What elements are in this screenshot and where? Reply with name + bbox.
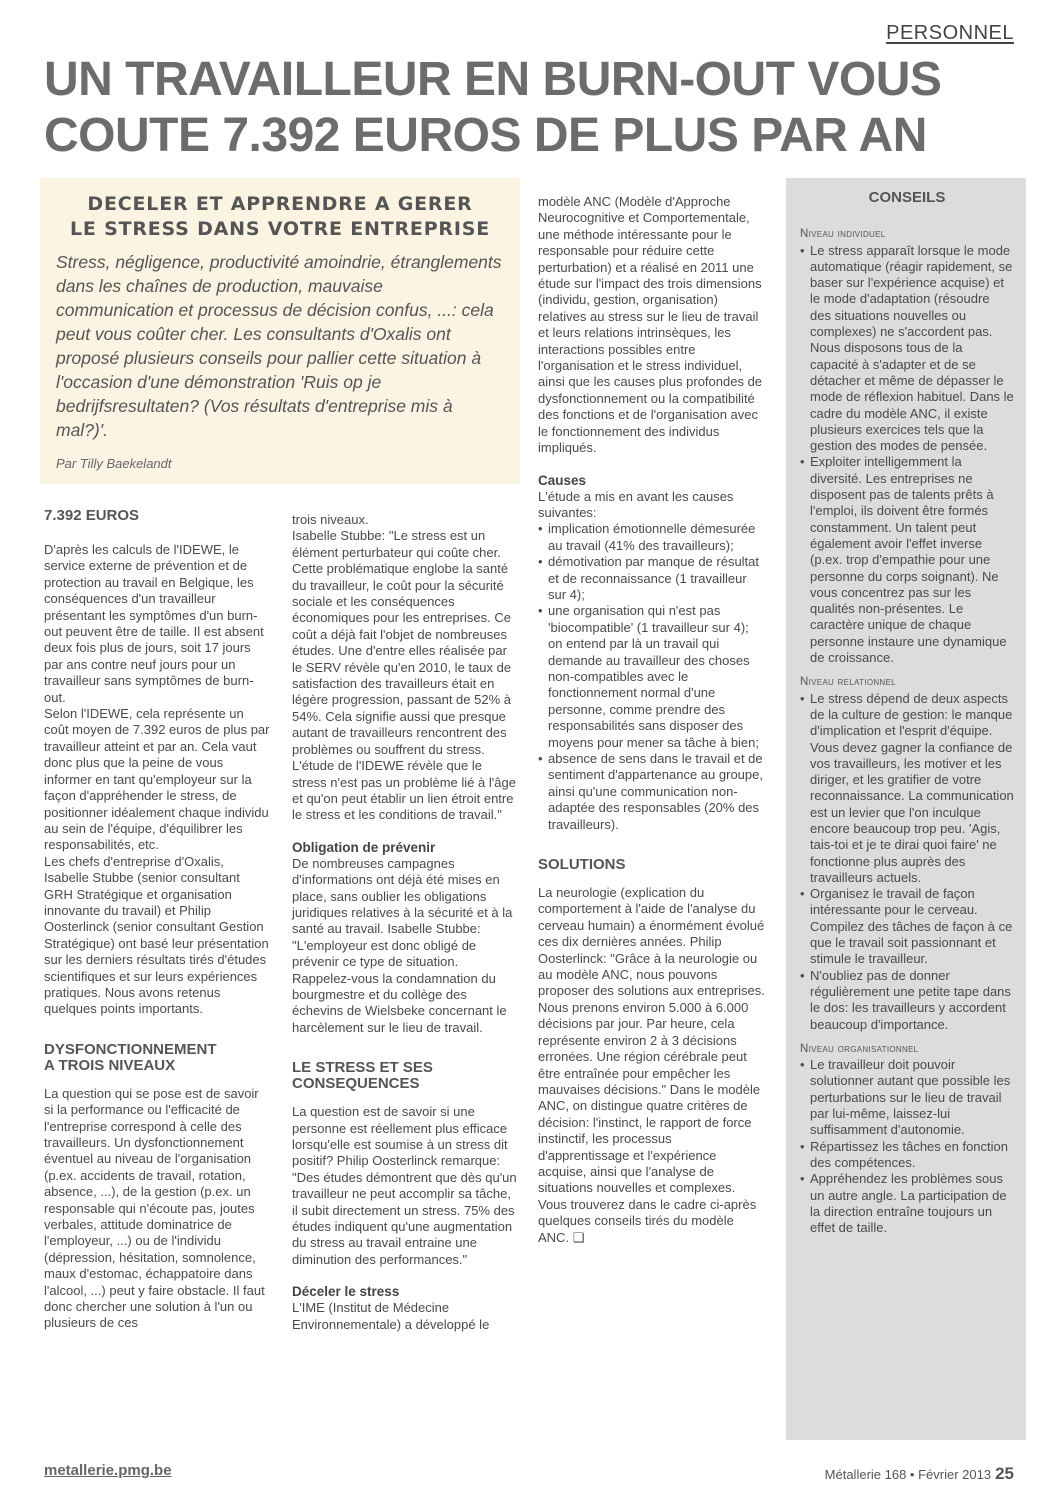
intro-heading — [56, 192, 504, 242]
conseil-item: • Le travailleur doit pouvoir solutionner autant que possible les perturbations sur le lieu de travail par lui-même, laissez-lui suffisamment d'autonomie. — [800, 1057, 1014, 1138]
conseil-item: • Organisez le travail de façon intéressante pour le cerveau. Compilez des tâches de façon à ce que le travail soit passionnant et stimule le travailleur. — [800, 886, 1014, 967]
level-relationnel-heading: Niveau relationnel — [800, 676, 896, 689]
col2-heading-line1: LE STRESS ET SES — [292, 1059, 433, 1077]
level-organisationnel-heading: Niveau organisationnel — [800, 1042, 919, 1055]
col2-paragraph-1: trois niveaux. — [292, 512, 369, 527]
page-number: 25 — [995, 1464, 1014, 1483]
end-mark-icon: ❑ — [572, 1229, 585, 1245]
col1-paragraph-1: D'après les calculs de l'IDEWE, le service externe de prévention et de protection au travail en Belgique, les conséquences d'un travailleur présentant les symptômes d'un burn-out peuvent être de taille. Il est absent deux fois plus de jours, soit 17 jours par ans contre neuf jours pour un travailleur sans symptômes de burn-out. — [44, 542, 264, 705]
cause-item: • implication émotionnelle démesurée au travail (41% des travailleurs); — [538, 521, 766, 554]
col2-paragraph-4: La question est de savoir si une personne est réellement plus efficace lorsqu'elle est soumise à un stress dit positif? Philip Oosterlinck remarque: "Des études démontrent que dès qu'un travailleur ne peut accomplir sa tâche, il subit directement un stress. 75% des études indiquent qu'une augmentation du stress au travail entraine une diminution des performances." — [292, 1104, 517, 1267]
intro-heading-line2: LE STRESS DANS VOTRE ENTREPRISE — [69, 218, 490, 240]
col3-heading-causes: Causes — [538, 472, 587, 488]
causes-list — [538, 521, 766, 833]
col1-heading-line2: A TROIS NIVEAUX — [44, 1056, 176, 1074]
level-relationnel-list — [800, 691, 1014, 1033]
conseil-item: • N'oubliez pas de donner régulièrement une petite tape dans le dos: les travailleurs y accordent beaucoup d'importance. — [800, 968, 1014, 1033]
col1-paragraph-4: La question qui se pose est de savoir si la performance ou l'efficacité de l'entreprise correspond à celle des travailleurs. Un dysfonctionnement éventuel au niveau de l'organisation (p.ex. accidents de travail, rotation, absence, ...), de la gestion (p.ex. un responsable qui n'écoute pas, joutes verbales, attitude dominatrice de l'employeur, ...) ou de l'individu (dépression, hésitation, somnolence, maux d'estomac, échappatoire dans l'alcool, ...) peut y faire obstacle. Il faut donc chercher une solution à l'un ou plusieurs de ces — [44, 1085, 265, 1331]
col1-heading-euros: 7.392 EUROS — [44, 507, 140, 524]
conseil-item: • Exploiter intelligemment la diversité. Les entreprises ne disposent pas de talents prêts à l'emploi, ils doivent être formés constamment. Un talent peut également avoir l'effet inverse (p.ex. trop d'empathie pour une personne du corps soignant). Ne vous concentrez pas sur les qualités non-présentes. Le caractère unique de chaque personne instaure une dynamique de croissance. — [800, 454, 1014, 666]
intro-heading-line1: DECELER ET APPRENDRE A GERER — [87, 193, 473, 215]
col1-heading-line1: DYSFONCTIONNEMENT — [44, 1040, 217, 1058]
conseils-sidebar — [786, 178, 1026, 1440]
cause-item: • démotivation par manque de résultat et de reconnaissance (1 travailleur sur 4); — [538, 554, 766, 603]
col3-paragraph-1: modèle ANC (Modèle d'Approche Neurocognitive et Comportementale, une méthode intéressante pour le responsable pour réduire cette perturbation) et a réalisé en 2011 une étude sur l'impact des trois dimensions (individu, gestion, organisation) relatives au stress sur le lieu de travail et leurs relations intrinsèques, les interactions possibles entre l'organisation et le stress individuel, ainsi que les causes plus profondes de dysfonctionnement ou la compatibilité des fonctions et de l'organisation avec le fonctionnement des individus impliqués. — [538, 194, 763, 456]
intro-box — [40, 178, 520, 484]
level-organisationnel-list — [800, 1057, 1014, 1236]
footer-issue-text: Métallerie 168 • Février 2013 — [824, 1467, 992, 1482]
conseil-item: • Le stress dépend de deux aspects de la culture de gestion: le manque d'implication et l'esprit d'équipe. Vous devez gagner la confiance de vos travailleurs, les motiver et les diriger, et les gratifier de votre reconnaissance. La communication est un levier que l'on inculque encore beaucoup trop peu. 'Agis, tais-toi et je te dirai quoi faire' ne fonctionne plus auprès des travailleurs actuels. — [800, 691, 1014, 887]
column-1 — [44, 508, 270, 1332]
col1-heading-dysfonctionnement — [44, 1042, 270, 1074]
col3-paragraph-4 — [538, 1197, 766, 1246]
col2-paragraph-2: Isabelle Stubbe: "Le stress est un élément perturbateur qui coûte cher. Cette problématique englobe la santé du travailleur, le coût pour la sécurité sociale et les conséquences économiques pour les entreprises. Ce coût a déjà fait l'objet de nombreuses études. Une d'entre elles réalisée par le SERV révèle qu'en 2010, le taux de satisfaction des travailleurs était en légère progression, passant de 52% à 54%. Cela signifie aussi que presque autant de travailleurs rencontrent des problèmes ou souffrent du stress. L'étude de l'IDEWE révèle que le stress n'est pas un problème lié à l'âge et qu'on peut établir un lien étroit entre le stress et les conditions de travail." — [292, 528, 516, 823]
col2-paragraph-5: L'IME (Institut de Médecine Environnementale) a développé le — [292, 1300, 490, 1332]
intro-author: Par Tilly Baekelandt — [56, 456, 172, 471]
col2-heading-deceler: Déceler le stress — [292, 1284, 400, 1300]
intro-text: Stress, négligence, productivité amoindrie, étranglements dans les chaînes de production, mauvaise communication et processus de décision confus, ...: cela peut vous coûter cher. Les consultants d'Oxalis ont proposé plusieurs conseils pour pallier cette situation à l'occasion d'une démonstration 'Ruis op je bedrijfsresultaten? (Vos résultats d'entreprise mis à mal?)'. — [56, 252, 502, 440]
column-3 — [538, 194, 766, 1246]
cause-item: • absence de sens dans le travail et de sentiment d'appartenance au groupe, ainsi qu'une communication non-adaptée des responsables (20% des travailleurs). — [538, 751, 766, 833]
level-individuel-heading: Niveau individuel — [800, 228, 886, 241]
col1-paragraph-3: Les chefs d'entreprise d'Oxalis, Isabelle Stubbe (senior consultant GRH Stratégique et organisation innovante du travail) et Philip Oosterlinck (senior consultant Gestion Stratégique) ont basé leur présentation sur les derniers résultats tirés d'études scientifiques et sur leurs expériences pratiques. Nous avons retenus quelques points importants. — [44, 853, 269, 1017]
level-individuel-list — [800, 243, 1014, 667]
col2-heading-obligation: Obligation de prévenir — [292, 839, 436, 855]
col3-paragraph-4-text: Vous trouverez dans le cadre ci-après quelques conseils tirés du modèle ANC. — [538, 1196, 757, 1245]
col3-heading-solutions: SOLUTIONS — [538, 856, 626, 874]
column-2 — [292, 512, 520, 1333]
footer-website-link[interactable]: metallerie.pmg.be — [44, 1462, 172, 1479]
col1-paragraph-2: Selon l'IDEWE, cela représente un coût moyen de 7.392 euros de plus par travailleur atteint et par an. Cela vaut donc plus que la peine de vous informer en tant qu'employeur sur la façon d'appréhender le stress, de positionner idéalement chaque individu au sein de l'équipe, d'équilibrer les responsabilités, etc. — [44, 706, 270, 853]
headline: UN TRAVAILLEUR EN BURN-OUT VOUS COUTE 7.392 EUROS DE PLUS PAR AN — [44, 53, 942, 162]
sidebar-title: CONSEILS — [868, 189, 946, 206]
col3-paragraph-2: L'étude a mis en avant les causes suivantes: — [538, 488, 734, 520]
cause-item: • une organisation qui n'est pas 'biocompatible' (1 travailleur sur 4); on entend par là un travail qui demande au travailleur des choses non-compatibles avec le fonctionnement normal d'une personne, comme prendre des responsabilités sans disposer des moyens pour mener sa tâche à bien; — [538, 603, 766, 751]
col2-paragraph-3: De nombreuses campagnes d'informations ont déjà été mises en place, sans oublier les obligations juridiques relatives à la sécurité et à la santé au travail. Isabelle Stubbe: "L'employeur est donc obligé de prévenir ce type de situation. Rappelez-vous la condamnation du bourgmestre et du collège des échevins de Wielsbeke concernant le harcèlement sur le lieu de travail. — [292, 855, 513, 1035]
col2-heading-stress — [292, 1060, 520, 1092]
col2-heading-line2: CONSEQUENCES — [292, 1075, 420, 1093]
section-tag: PERSONNEL — [886, 22, 1014, 44]
conseil-item: • Appréhendez les problèmes sous un autre angle. La participation de la direction entraîne toujours un effet de taille. — [800, 1171, 1014, 1236]
conseil-item: • Répartissez les tâches en fonction des compétences. — [800, 1139, 1014, 1172]
conseil-item: • Le stress apparaît lorsque le mode automatique (réagir rapidement, se baser sur l'expérience acquise) et le mode d'adaptation (résoudre des situations nouvelles ou complexes) ne s'accordent pas. Nous disposons tous de la capacité à s'adapter et de se détacher et même de dépasser le mode de réflexion habituel. Dans le cadre du modèle ANC, il existe plusieurs exercices tels que la gestion des modes de pensée. — [800, 243, 1014, 455]
footer-issue — [825, 1464, 1014, 1484]
col3-paragraph-3: La neurologie (explication du comportement à l'aide de l'analyse du cerveau humain) a énormément évolué ces dix dernières années. Philip Oosterlinck: "Grâce à la neurologie ou au modèle ANC, nous pouvons proposer des solutions aux entreprises. Nous prenons environ 5.000 à 6.000 décisions par jour. Par heure, cela représente environ 2 à 3 décisions erronées. Une région cérébrale peut être entraînée pour empêcher les mauvaises décisions." Dans le modèle ANC, on distingue quatre critères de décision: l'instinct, le rapport de force instinctif, les processus d'apprentissage et l'expérience acquise, ainsi que l'analyse de situations nouvelles et complexes. — [538, 885, 765, 1196]
